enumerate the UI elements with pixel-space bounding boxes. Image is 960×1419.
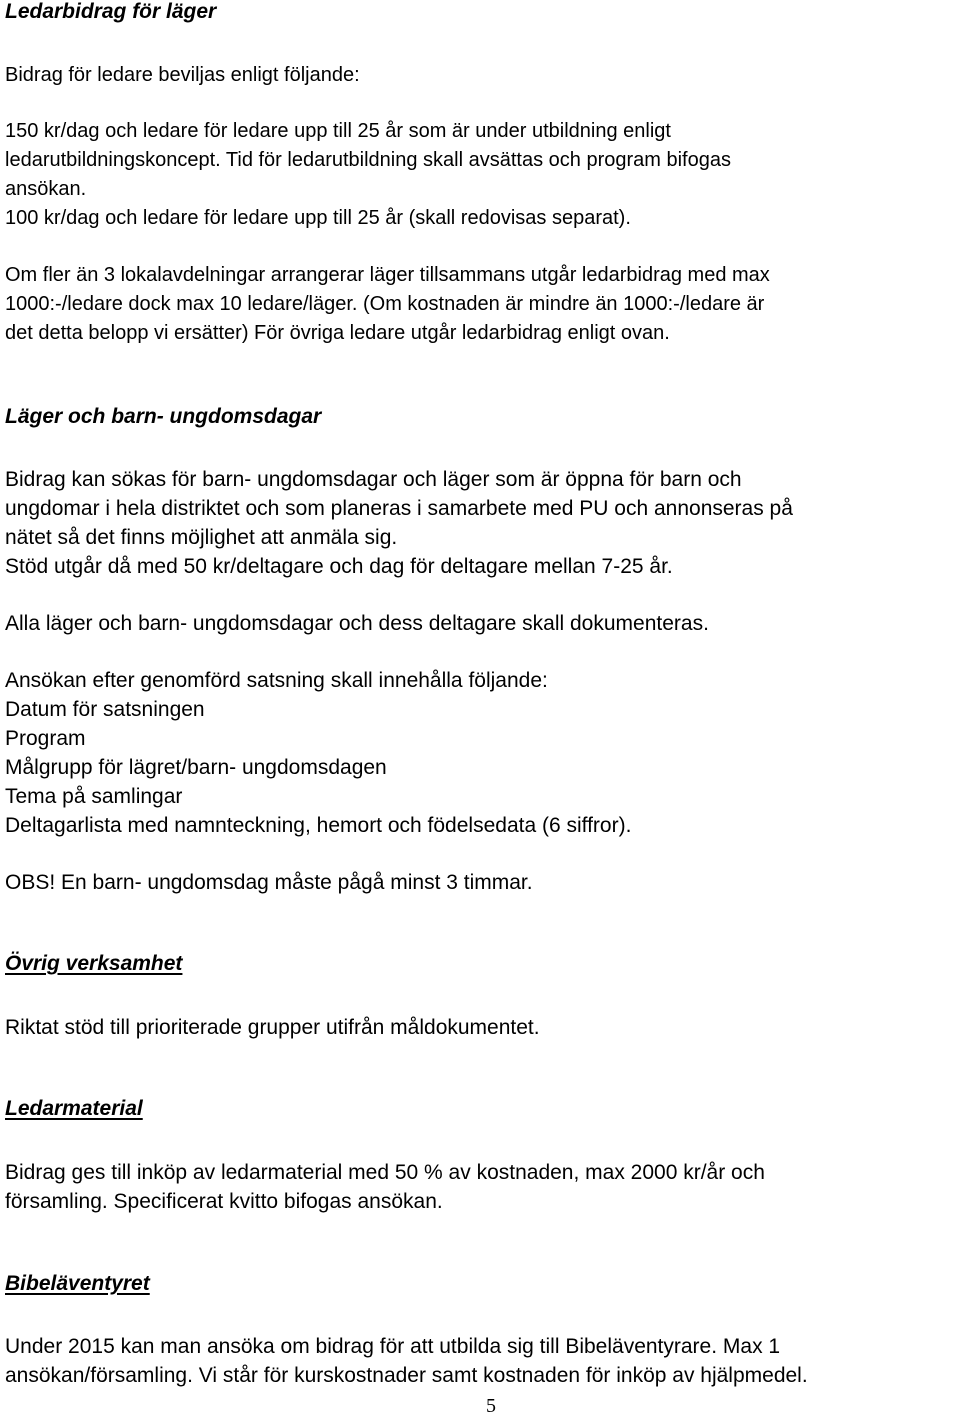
paragraph-line: ledarutbildningskoncept. Tid för ledarutbildning skall avsättas och program bifogas	[5, 149, 731, 171]
paragraph-line: församling. Specificerat kvitto bifogas ansökan.	[5, 1190, 443, 1213]
paragraph-line: Ansökan efter genomförd satsning skall innehålla följande:	[5, 669, 548, 692]
paragraph-line: ungdomar i hela distriktet och som planeras i samarbete med PU och annonseras på	[5, 497, 793, 520]
list-item: Tema på samlingar	[5, 785, 183, 808]
list-item: Målgrupp för lägret/barn- ungdomsdagen	[5, 756, 387, 779]
paragraph-line: Riktat stöd till prioriterade grupper utifrån måldokumentet.	[5, 1016, 540, 1039]
paragraph-line: 1000:-/ledare dock max 10 ledare/läger. (Om kostnaden är mindre än 1000:-/ledare är	[5, 293, 765, 315]
paragraph-line: Stöd utgår då med 50 kr/deltagare och dag för deltagare mellan 7-25 år.	[5, 555, 673, 578]
paragraph-line: Bidrag för ledare beviljas enligt följande:	[5, 64, 360, 86]
heading-ledarbidrag: Ledarbidrag för läger	[5, 0, 217, 23]
paragraph-line: Bidrag kan sökas för barn- ungdomsdagar och läger som är öppna för barn och	[5, 468, 742, 491]
list-item: Program	[5, 727, 86, 750]
heading-bibelaventyret: Bibeläventyret	[5, 1272, 150, 1295]
paragraph-line: Alla läger och barn- ungdomsdagar och dess deltagare skall dokumenteras.	[5, 612, 709, 635]
heading-ovrig-verksamhet: Övrig verksamhet	[5, 952, 183, 975]
heading-lager-och-barn-ungdomsdagar: Läger och barn- ungdomsdagar	[5, 405, 322, 428]
page-number: 5	[486, 1395, 496, 1417]
paragraph-line: nätet så det finns möjlighet att anmäla sig.	[5, 526, 398, 549]
paragraph-line: 150 kr/dag och ledare för ledare upp till 25 år som är under utbildning enligt	[5, 120, 671, 142]
paragraph-line: Bidrag ges till inköp av ledarmaterial med 50 % av kostnaden, max 2000 kr/år och	[5, 1161, 765, 1184]
paragraph-line: det detta belopp vi ersätter) För övriga ledare utgår ledarbidrag enligt ovan.	[5, 322, 670, 344]
paragraph-line: Om fler än 3 lokalavdelningar arrangerar läger tillsammans utgår ledarbidrag med max	[5, 264, 770, 286]
paragraph-line: ansökan/församling. Vi står för kurskostnader samt kostnaden för inköp av hjälpmedel.	[5, 1364, 808, 1387]
paragraph-line: OBS! En barn- ungdomsdag måste pågå minst 3 timmar.	[5, 871, 533, 894]
paragraph-line: Under 2015 kan man ansöka om bidrag för att utbilda sig till Bibeläventyrare. Max 1	[5, 1335, 781, 1358]
list-item: Deltagarlista med namnteckning, hemort och födelsedata (6 siffror).	[5, 814, 632, 837]
list-item: Datum för satsningen	[5, 698, 205, 721]
paragraph-line: 100 kr/dag och ledare för ledare upp till 25 år (skall redovisas separat).	[5, 207, 631, 229]
paragraph-line: ansökan.	[5, 178, 87, 200]
heading-ledarmaterial: Ledarmaterial	[5, 1097, 143, 1120]
